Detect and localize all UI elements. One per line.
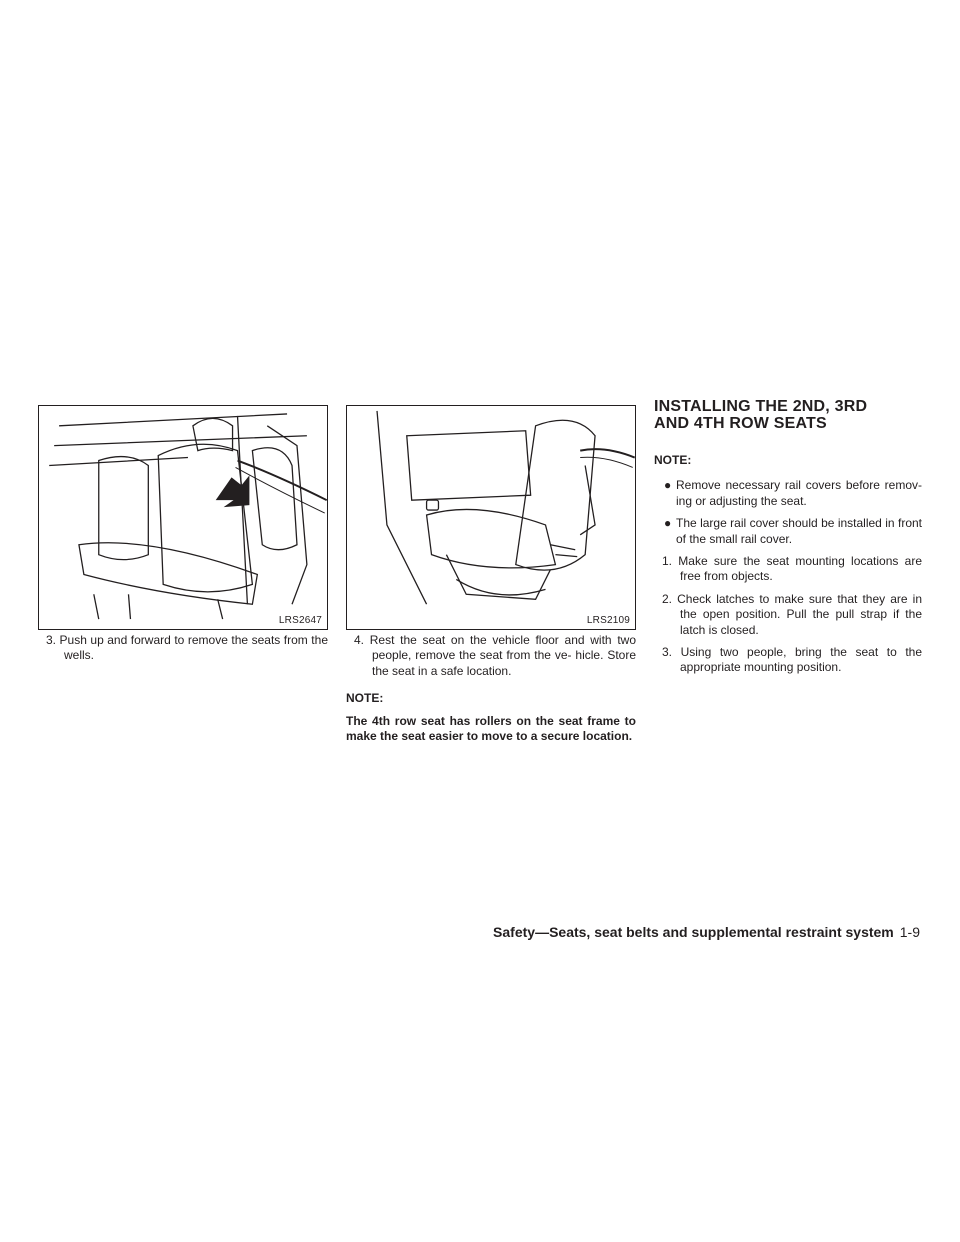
note-body: The 4th row seat has rollers on the seat frame to make the seat easier to move to a secure location. (346, 713, 636, 744)
step-3-remove: 3. Push up and forward to remove the seats from the wells. (46, 633, 328, 663)
bullet-text: The large rail cover should be installed in front of the small rail cover. (676, 516, 922, 546)
install-step-2: 2. Check latches to make sure that they are in the open position. Pull the pull strap if the latch is closed. (662, 591, 922, 637)
seat-illustration-rest (347, 406, 635, 629)
bullet-icon: ● (664, 516, 672, 531)
note-heading: NOTE: (346, 691, 384, 706)
footer-section-title: Safety—Seats, seat belts and supplemental restraint system (493, 924, 894, 940)
bullet-item (654, 516, 922, 547)
install-step-1: 1. Make sure the seat mounting locations are free from objects. (662, 554, 922, 584)
bullet-item (654, 478, 922, 509)
figure-rest-seat-floor (346, 405, 636, 630)
install-step-3: 3. Using two people, bring the seat to the appropriate mounting position. (662, 645, 922, 675)
section-heading: INSTALLING THE 2ND, 3RD AND 4TH ROW SEATS (654, 398, 868, 432)
seat-illustration-push (39, 406, 327, 629)
note-heading: NOTE: (654, 453, 692, 467)
step-4-rest: 4. Rest the seat on the vehicle floor and with two people, remove the seat from the ve- hicle. Store the seat in a safe location. (354, 633, 636, 678)
bullet-text: Remove necessary rail covers before remov- ing or adjusting the seat. (676, 478, 922, 508)
bullet-icon: ● (664, 478, 672, 493)
figure-remove-seat-push (38, 405, 328, 630)
page-number: 1-9 (899, 924, 920, 940)
figure-code: LRS2109 (586, 615, 630, 626)
column-left (38, 633, 328, 670)
page-footer (493, 924, 920, 940)
figure-code: LRS2647 (278, 615, 322, 626)
column-middle (346, 633, 636, 744)
column-right (654, 453, 922, 683)
